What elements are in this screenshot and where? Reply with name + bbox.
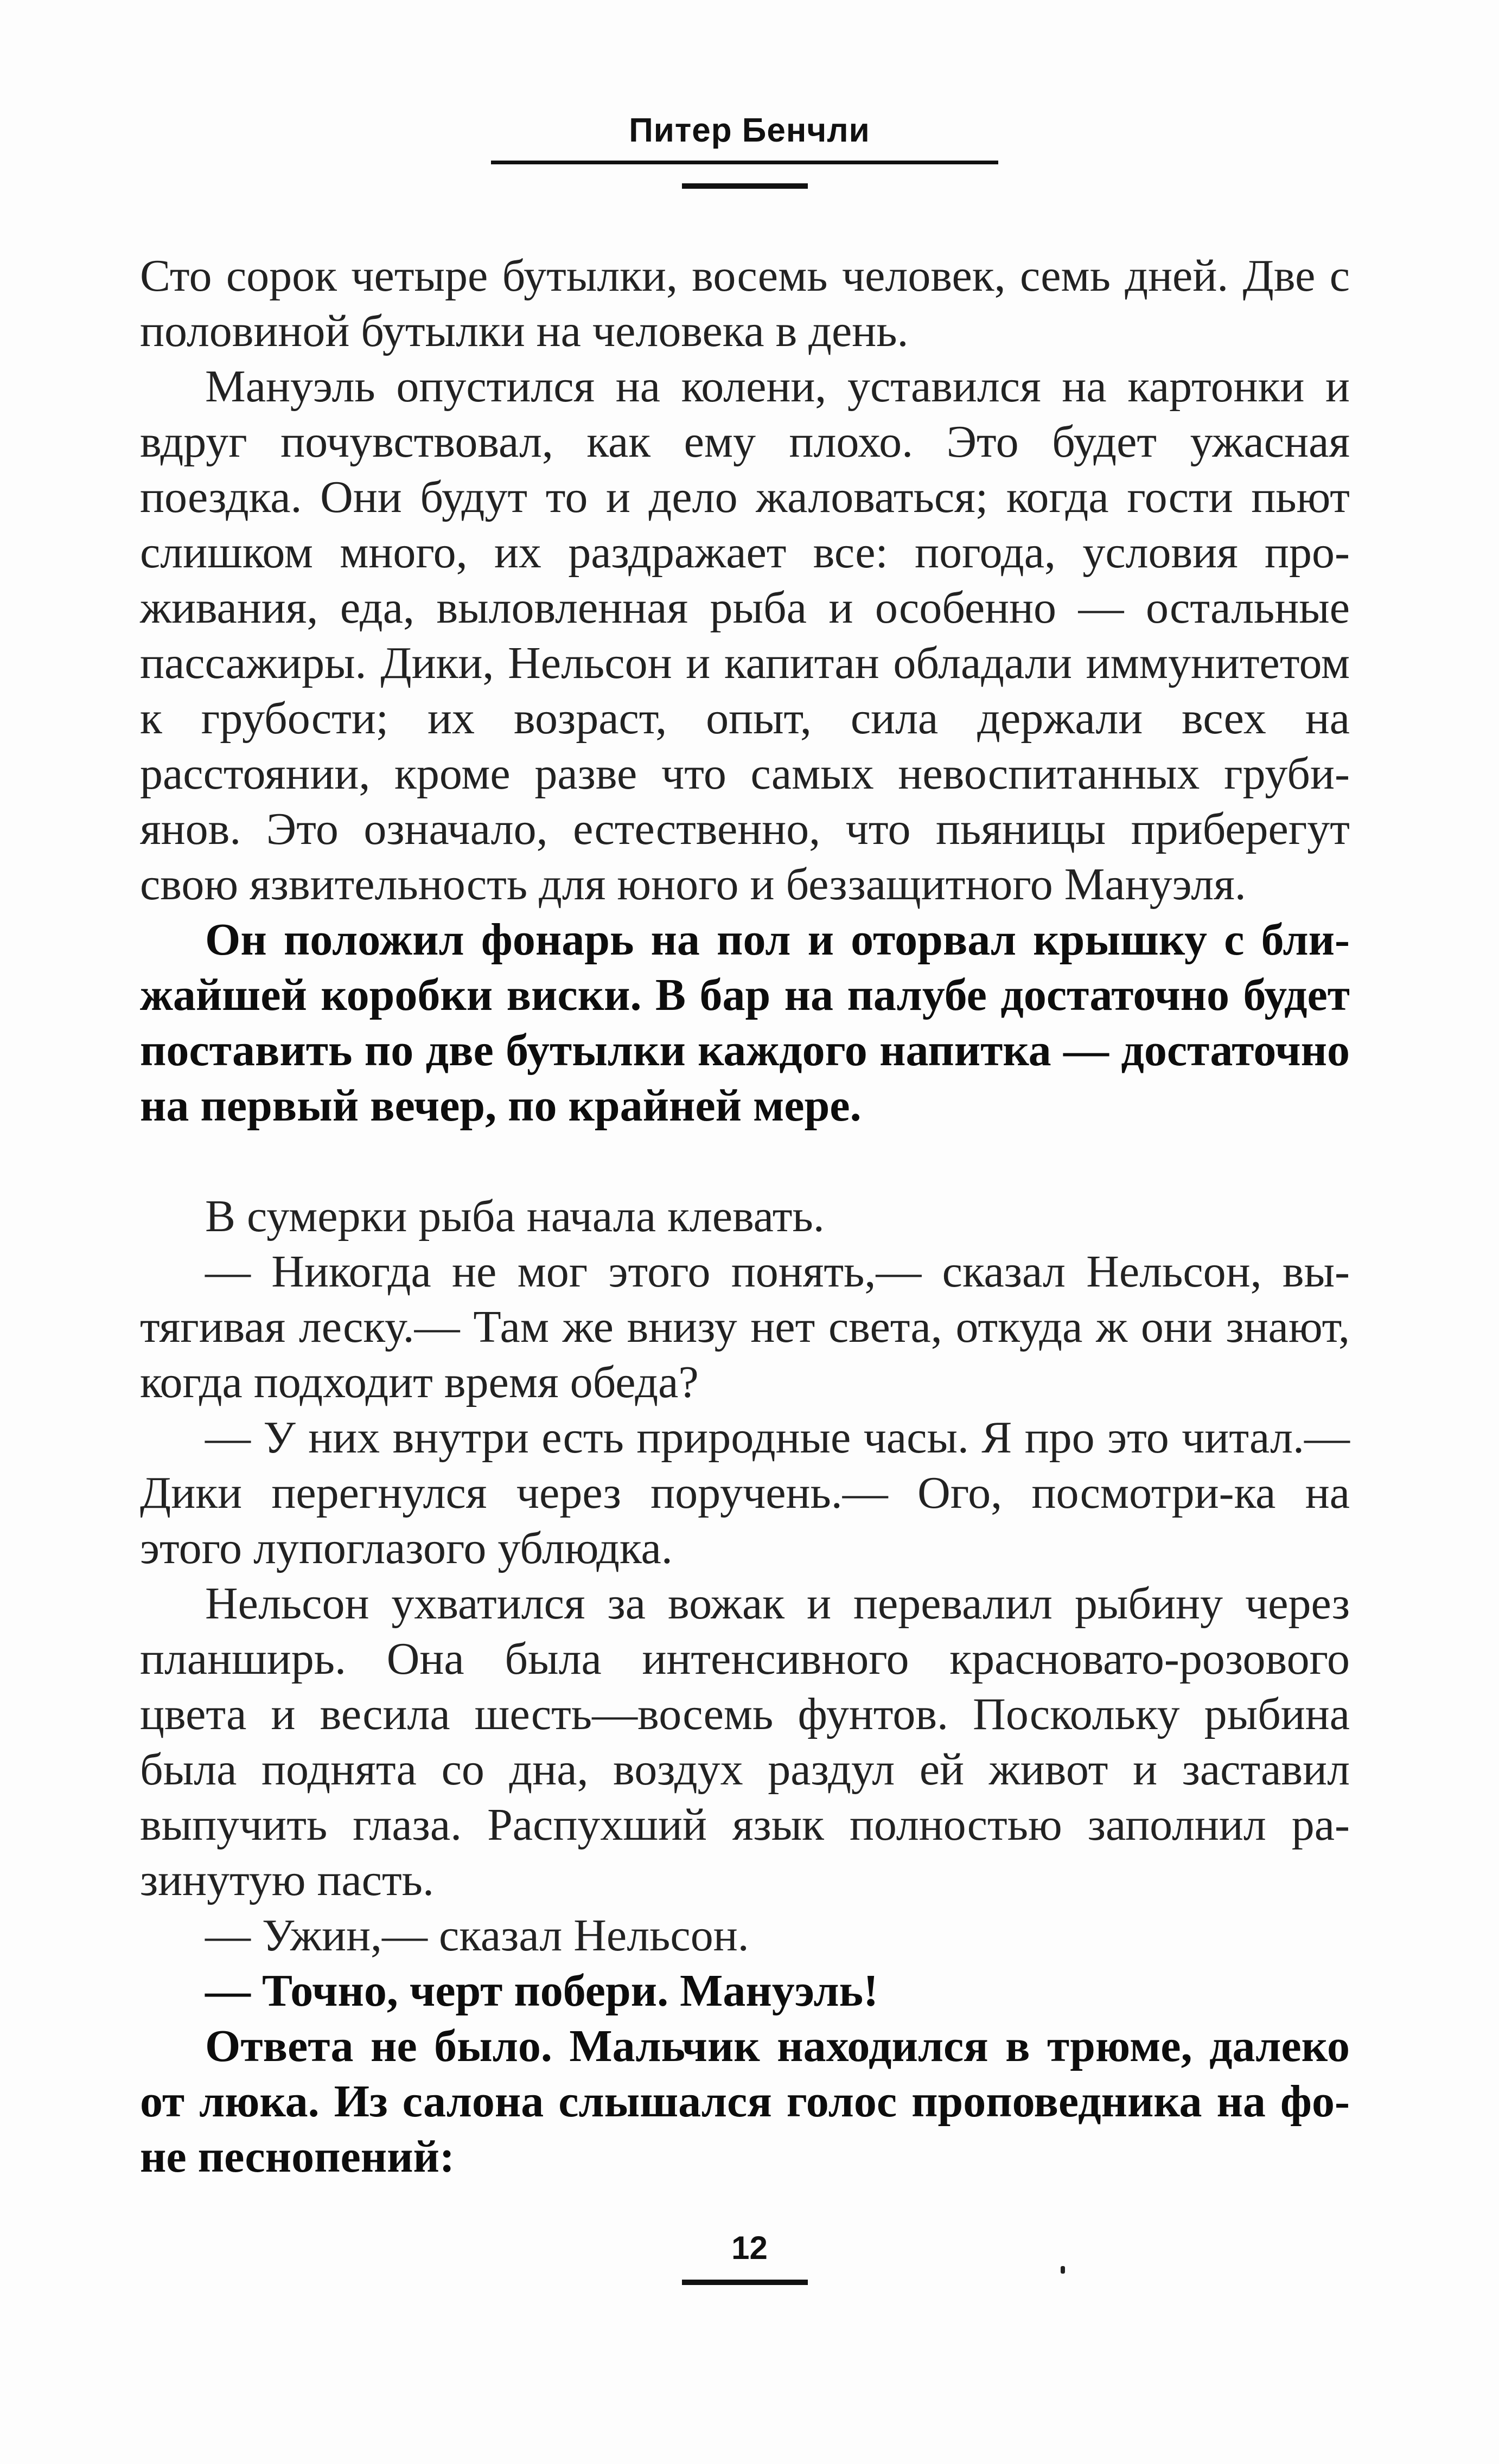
paragraph-2: Мануэль опустился на колени, уставился на картонки и вдруг почувствовал, как ему плохо. Это будет ужасная поездка. Они будут то и дело жаловаться; когда гости пьют слишком много, их раздражает все: погода, условия проживания, еда, выловленная рыба и особенно — остальные пассажиры. Дики, Нельсон и капитан обладали иммунитетом к грубости; их возраст, опыт, сила держали всех на расстоянии, кроме разве что самых невоспитанных грубиянов. Это означало, естественно, что пьяницы приберегут свою язвительность для юного и беззащитного Мануэля. [140,361,1350,910]
paragraph-3: Он положил фонарь на пол и оторвал крышку с ближайшей коробки виски. В бар на палубе достаточно будет поставить по две бутылки каждого напитка — достаточно на первый вечер, по крайней мере. [140,914,1350,1131]
header-rule-short [682,183,808,189]
print-speck [1061,2266,1065,2274]
paragraph-5: — Никогда не мог этого понять,— сказал Нельсон, вытягивая леску.— Там же внизу нет света, откуда ж они знают, когда подходит время обеда? [140,1246,1350,1407]
paragraph-10: Ответа не было. Мальчик находился в трюме, далеко от люка. Из салона слышался голос проповедника на фоне песнопений: [140,2021,1350,2182]
paragraph-4: В сумерки рыба начала клевать. [205,1191,825,1241]
footer-rule [682,2280,808,2285]
paragraph-8: — Ужин,— сказал Нельсон. [205,1910,749,1961]
page-number: 12 [731,2230,768,2266]
paragraph-7: Нельсон ухватился за вожак и перевалил рыбину через планширь. Она была интенсивного красновато-розового цвета и весила шесть—восемь фунтов. Поскольку рыбина была поднята со дна, воздух раздул ей живот и заставил выпучить глаза. Распухший язык полностью заполнил разинутую пасть. [140,1578,1350,1905]
header-rule-long [491,161,998,164]
paragraph-6: — У них внутри есть природные часы. Я про это читал.— Дики перегнулся через поручень.— Ого, посмотри-ка на этого лупоглазого ублюдка. [140,1412,1350,1573]
running-header-author: Питер Бенчли [629,112,870,149]
body-text [140,248,1350,2185]
paragraph-1: Сто сорок четыре бутылки, восемь человек, семь дней. Две с половиной бутылки на человека в день. [140,251,1350,356]
paragraph-9: — Точно, черт побери. Мануэль! [205,1966,879,2016]
scene-break [140,1134,1350,1189]
